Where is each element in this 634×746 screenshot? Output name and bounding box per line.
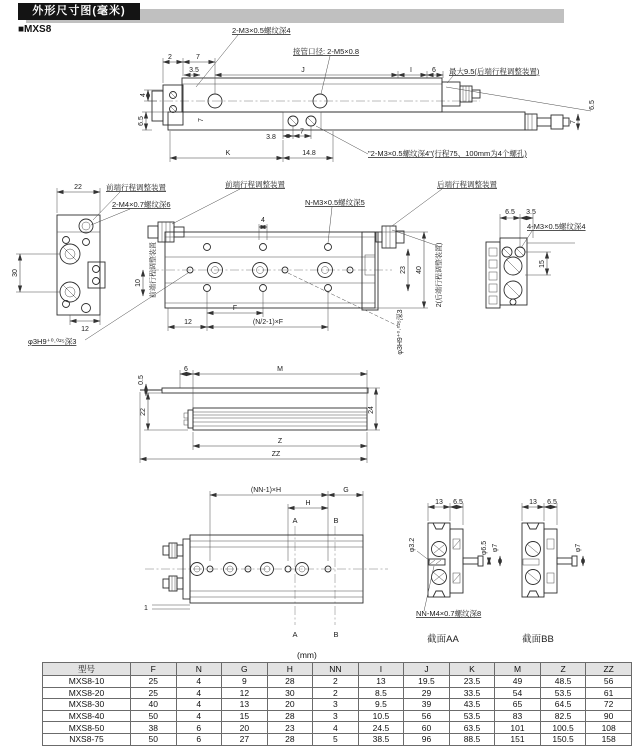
dim-phi-3-2: φ3.2	[409, 537, 416, 553]
model-cell: MXS8-50	[43, 722, 131, 734]
dim-6: 6	[432, 67, 436, 74]
front-adjuster-label-2: 前端行程调整装置	[225, 180, 285, 189]
view-plan-drawing	[0, 180, 634, 365]
value-cell: 63.5	[449, 722, 495, 734]
value-cell: 9.5	[358, 699, 404, 711]
dim-Z: Z	[277, 438, 283, 445]
value-cell: 83	[495, 710, 541, 722]
section-aa-caption: 截面AA	[427, 634, 459, 645]
dim-J: J	[301, 67, 305, 74]
value-cell: 30	[267, 687, 313, 699]
dim-7-pitch: 7	[300, 128, 304, 136]
value-cell: 56	[404, 710, 450, 722]
value-cell: 25	[131, 676, 177, 688]
dim-22: 22	[74, 184, 82, 191]
value-cell: 3	[313, 710, 359, 722]
dim-F: F	[232, 305, 238, 312]
value-cell: 151	[495, 733, 541, 745]
bottom-view	[144, 487, 388, 639]
dim-40: 40	[416, 266, 423, 274]
section-bb-view	[522, 499, 583, 645]
value-cell: 33.5	[449, 687, 495, 699]
value-cell: 15	[222, 710, 268, 722]
view-side-labels	[196, 25, 540, 158]
value-cell: 19.5	[404, 676, 450, 688]
column-header: 型号	[43, 663, 131, 676]
column-header: F	[131, 663, 177, 676]
dim-7: 7	[196, 54, 200, 61]
thread-n-label: N-M3×0.5螺纹深5	[305, 198, 365, 207]
value-cell: 150.5	[540, 733, 586, 745]
value-cell: 108	[586, 722, 632, 734]
value-cell: 23.5	[449, 676, 495, 688]
value-cell: 53.5	[540, 687, 586, 699]
value-cell: 53.5	[449, 710, 495, 722]
left-end-view	[12, 182, 171, 333]
value-cell: 50	[131, 733, 177, 745]
dim-23: 23	[400, 266, 407, 274]
dim-2: 2	[168, 54, 172, 61]
view-side-drawing	[0, 25, 634, 180]
dim-6b: 6	[184, 366, 188, 373]
unit-note: (mm)	[297, 650, 317, 660]
table-row	[43, 710, 632, 722]
dim-phi-7-bb: φ7	[575, 543, 582, 553]
value-cell: 61	[586, 687, 632, 699]
value-cell: 54	[495, 687, 541, 699]
value-cell: 96	[404, 733, 450, 745]
dim-12-left: 12	[81, 326, 89, 333]
dim-12-center: 12	[184, 319, 192, 326]
model-heading: ■MXS8	[18, 24, 52, 35]
value-cell: 43.5	[449, 699, 495, 711]
page-title: 外形尺寸图(毫米)	[18, 3, 140, 20]
value-cell: 20	[267, 699, 313, 711]
view-rail-drawing	[0, 360, 634, 472]
dim-14-8: 14.8	[302, 150, 316, 157]
value-cell: 5	[313, 733, 359, 745]
table-row	[43, 687, 632, 699]
table-header-row	[43, 663, 632, 676]
model-cell: NXS8-75	[43, 733, 131, 745]
rear-adjuster-label: 后端行程调整装置	[437, 180, 497, 189]
dim-phi-6-5: φ6.5	[481, 540, 488, 556]
max-stroke-label: 最大9.5(后端行程调整装置)	[449, 67, 540, 76]
rear-adjuster-rotated-label: 2(后端行程调整装置)	[436, 242, 443, 308]
value-cell: 25	[131, 687, 177, 699]
value-cell: 4	[176, 699, 222, 711]
model-cell: MXS8-30	[43, 699, 131, 711]
dim-4-offset: 4	[261, 217, 265, 224]
value-cell: 72	[586, 699, 632, 711]
table-row	[43, 699, 632, 711]
value-cell: 28	[267, 676, 313, 688]
value-cell: 4	[176, 687, 222, 699]
value-cell: 13	[358, 676, 404, 688]
thread-4m3-label: 4-M3×0.5螺纹深4	[527, 222, 586, 231]
front-adjuster-rotated-label: 前端行程调整装置	[150, 242, 157, 298]
value-cell: 101	[495, 722, 541, 734]
right-end-view	[486, 209, 586, 308]
value-cell: 2	[313, 687, 359, 699]
value-cell: 88.5	[449, 733, 495, 745]
table-row	[43, 733, 632, 745]
section-b-top-label: B	[333, 516, 339, 525]
dim-30: 30	[12, 269, 19, 277]
value-cell: 3	[313, 699, 359, 711]
dim-1: 1	[144, 605, 148, 612]
dim-M: M	[277, 366, 283, 373]
column-header: I	[358, 663, 404, 676]
model-cell: MXS8-40	[43, 710, 131, 722]
value-cell: 40	[131, 699, 177, 711]
dowel-hole-label-right: φ3H9⁺⁰·⁰²⁵深3	[397, 309, 404, 355]
dim-3-5: 3.5	[189, 67, 199, 74]
thread-bottom-label: "2-M3×0.5螺纹深4"(行程75、100mm为4个螺孔)	[368, 149, 527, 158]
dim-H: H	[305, 500, 311, 507]
value-cell: 27	[222, 733, 268, 745]
dim-formula-F: (N/2-1)×F	[252, 319, 284, 326]
section-bb-caption: 截面BB	[522, 634, 554, 645]
table-row	[43, 676, 632, 688]
value-cell: 158	[586, 733, 632, 745]
front-adjuster-label: 前端行程调整装置	[106, 183, 166, 192]
dim-G: G	[343, 487, 349, 494]
value-cell: 4	[176, 710, 222, 722]
thread-top-label: 2-M3×0.5螺纹深4	[232, 26, 291, 35]
value-cell: 56	[586, 676, 632, 688]
value-cell: 4	[176, 676, 222, 688]
column-header: Z	[540, 663, 586, 676]
value-cell: 49	[495, 676, 541, 688]
column-header: H	[267, 663, 313, 676]
value-cell: 48.5	[540, 676, 586, 688]
dim-13-aa: 13	[435, 499, 443, 506]
value-cell: 9	[222, 676, 268, 688]
column-header: ZZ	[586, 663, 632, 676]
column-header: G	[222, 663, 268, 676]
column-header: M	[495, 663, 541, 676]
value-cell: 38.5	[358, 733, 404, 745]
dim-0-5: 0.5	[138, 375, 145, 385]
value-cell: 29	[404, 687, 450, 699]
rail-body	[140, 388, 368, 430]
value-cell: 65	[495, 699, 541, 711]
value-cell: 28	[267, 710, 313, 722]
dim-3-5b: 3.5	[526, 209, 536, 216]
value-cell: 10.5	[358, 710, 404, 722]
table-row	[43, 722, 632, 734]
value-cell: 60	[404, 722, 450, 734]
dim-3-8: 3.8	[266, 134, 276, 141]
dim-7-bracket: 6.5	[138, 116, 145, 126]
dim-formula-H: (NN-1)×H	[250, 487, 282, 494]
value-cell: 6	[176, 733, 222, 745]
dim-6-5-bb: 6.5	[547, 499, 557, 506]
dim-6-5: 6.5	[505, 209, 515, 216]
section-a-bottom-label: A	[292, 630, 298, 639]
thread-m4-label: 2-M4×0.7螺纹深6	[112, 200, 171, 209]
model-cell: MXS8-10	[43, 676, 131, 688]
dim-6-5-aa: 6.5	[453, 499, 463, 506]
value-cell: 2	[313, 676, 359, 688]
dim-ZZ: ZZ	[271, 451, 281, 458]
value-cell: 64.5	[540, 699, 586, 711]
model-cell: MXS8-20	[43, 687, 131, 699]
dowel-hole-label-left: φ3H9⁺⁰·⁰²⁵深3	[28, 337, 77, 346]
dim-7-rod: 7	[570, 120, 577, 124]
value-cell: 12	[222, 687, 268, 699]
value-cell: 20	[222, 722, 268, 734]
value-cell: 82.5	[540, 710, 586, 722]
value-cell: 28	[267, 733, 313, 745]
value-cell: 23	[267, 722, 313, 734]
column-header: J	[404, 663, 450, 676]
cylinder-body-outline	[148, 78, 569, 130]
thread-nn-m4-label: NN-M4×0.7螺纹深8	[416, 609, 482, 618]
value-cell: 4	[313, 722, 359, 734]
dim-I: I	[410, 67, 412, 74]
dim-4: 4	[140, 93, 147, 97]
dim-K: K	[225, 150, 231, 157]
dim-22-rail: 22	[140, 408, 147, 416]
value-cell: 8.5	[358, 687, 404, 699]
value-cell: 24.5	[358, 722, 404, 734]
port-label: 接管口径: 2-M5×0.8	[293, 47, 360, 56]
value-cell: 100.5	[540, 722, 586, 734]
dimension-table	[42, 662, 632, 746]
dim-13-bb: 13	[529, 499, 537, 506]
rail-dimensions	[138, 366, 380, 463]
value-cell: 38	[131, 722, 177, 734]
value-cell: 13	[222, 699, 268, 711]
section-aa-view	[409, 499, 500, 645]
dim-phi-7-aa: φ7	[492, 543, 499, 553]
dim-7-plate: 7	[198, 118, 205, 122]
column-header: NN	[313, 663, 359, 676]
dim-24: 24	[368, 406, 375, 414]
column-header: K	[449, 663, 495, 676]
dim-10: 10	[135, 279, 142, 287]
view-bottom-drawing	[0, 475, 634, 653]
dim-15: 15	[539, 260, 546, 268]
dim-6-5-right: 6.5	[589, 100, 596, 110]
column-header: N	[176, 663, 222, 676]
value-cell: 90	[586, 710, 632, 722]
value-cell: 39	[404, 699, 450, 711]
section-b-bottom-label: B	[333, 630, 339, 639]
section-a-top-label: A	[292, 516, 298, 525]
value-cell: 6	[176, 722, 222, 734]
value-cell: 50	[131, 710, 177, 722]
